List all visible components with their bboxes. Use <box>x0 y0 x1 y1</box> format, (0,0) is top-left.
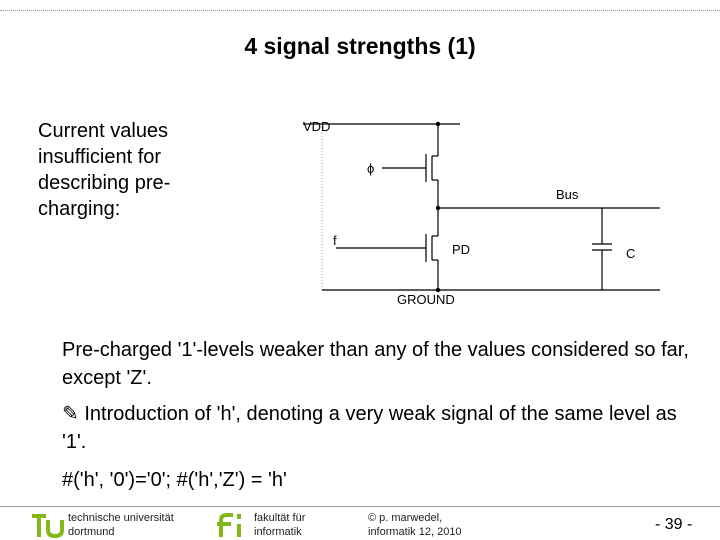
junction-dot <box>436 206 440 210</box>
footer-university-line1: technische universität <box>68 512 174 524</box>
label-bus: Bus <box>556 187 579 202</box>
label-ground: GROUND <box>397 292 455 307</box>
junction-dot <box>436 122 440 126</box>
label-f: f <box>333 233 337 248</box>
paragraph-formula: #('h', '0')='0'; #('h','Z') = 'h' <box>62 469 287 491</box>
label-vdd: VDD <box>303 119 331 134</box>
label-phi: ϕ <box>367 161 375 176</box>
intro-text: Current values insufficient for describing pre-charging: <box>38 120 171 220</box>
circuit-frame <box>322 124 660 290</box>
fi-logo-icon <box>215 512 245 538</box>
footer-rule <box>0 506 720 507</box>
paragraph-introduction <box>62 400 702 456</box>
footer-author-line2: informatik 12, 2010 <box>368 526 462 538</box>
footer-faculty-line1: fakultät für <box>254 512 306 524</box>
tu-logo-icon <box>30 512 66 538</box>
label-c: C <box>626 246 636 261</box>
page-number: - 39 - <box>655 516 693 533</box>
footer-author-line1: © p. marwedel, <box>368 512 443 524</box>
label-pd: PD <box>452 242 471 257</box>
footer-faculty-line2: informatik <box>254 526 302 538</box>
footer-university-line2: dortmund <box>68 526 115 538</box>
page-title: 4 signal strengths (1) <box>244 33 476 59</box>
paragraph-precharged: Pre-charged '1'-levels weaker than any of the values considered so far, except 'Z'. <box>62 339 689 389</box>
paragraph-introduction-text: Introduction of 'h', denoting a very weak signal of the same level as '1'. <box>62 403 677 453</box>
pencil-icon: ✎ <box>62 403 79 425</box>
